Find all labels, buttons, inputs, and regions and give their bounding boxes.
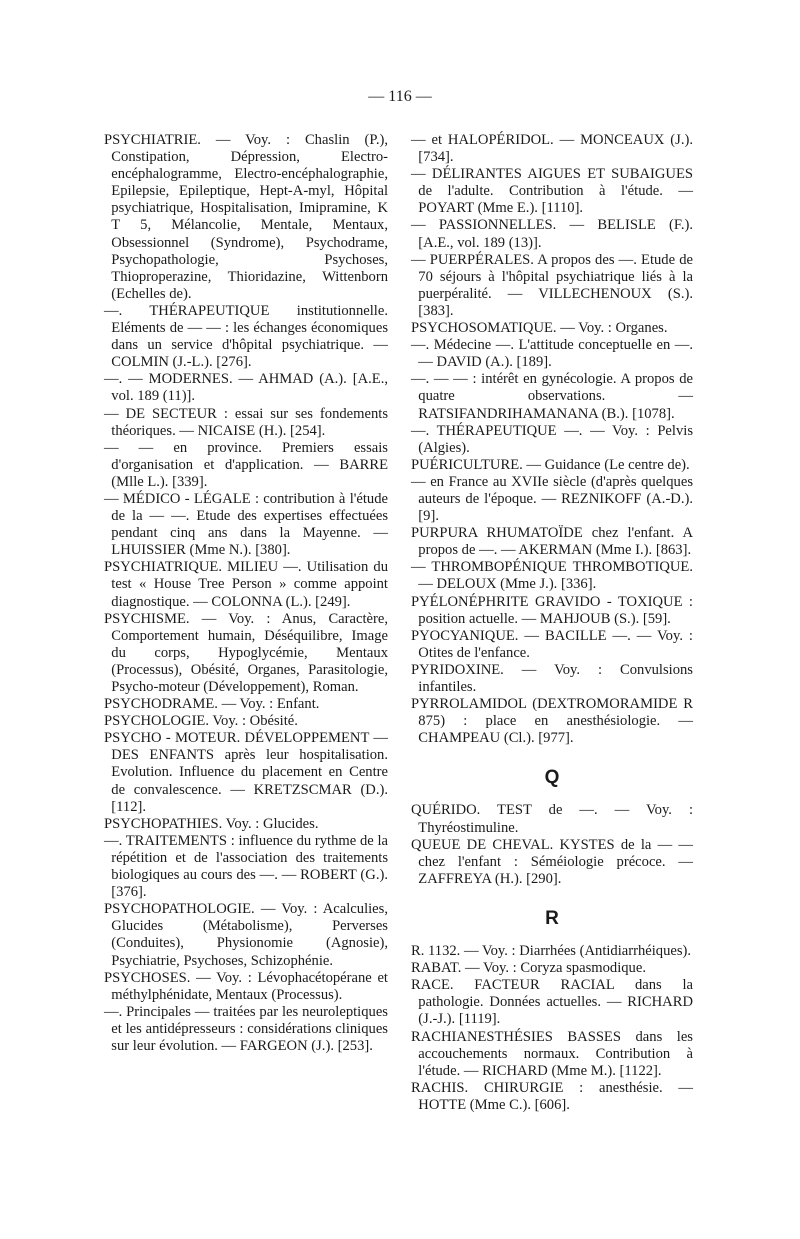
index-entry: PSYCHOSOMATIQUE. — Voy. : Organes.	[411, 320, 668, 337]
index-column-right	[411, 132, 693, 1114]
index-entry: RABAT. — Voy. : Coryza spasmodique.	[411, 960, 646, 977]
index-entry: — DÉLIRANTES AIGUES ET SUBAIGUES de l'adulte. Contribution à l'étude. — POYART (Mme E.). [1110].	[411, 166, 693, 217]
index-entry: PSYCHIATRIE. — Voy. : Chaslin (P.), Constipation, Dépression, Electro-encéphalogramme, Electro-encéphalographie, Epilepsie, Epileptique, Hept-A-myl, Hôpital psychiatrique, Hospitalisation, Imipramine, K T 5, Mélancolie, Mentale, Mentaux, Obsessionnel (Syndrome), Psychodrame, Psychopathologie, Psychoses, Thioproperazine, Thioridazine, Wittenborn (Echelles de).	[104, 132, 388, 302]
index-entry: — THROMBOPÉNIQUE THROMBOTIQUE. — DELOUX (Mme J.). [336].	[411, 559, 693, 593]
index-entry: PSYCHOPATHIES. Voy. : Glucides.	[104, 815, 319, 832]
index-entry: R. 1132. — Voy. : Diarrhées (Antidiarrhéiques).	[411, 943, 692, 960]
index-entry: — et HALOPÉRIDOL. — MONCEAUX (J.). [734].	[411, 132, 693, 166]
index-entry: —. THÉRAPEUTIQUE —. — Voy. : Pelvis (Algies).	[411, 422, 693, 456]
section-letter-q: Q	[544, 767, 560, 789]
index-entry: RACE. FACTEUR RACIAL dans la pathologie. Données actuelles. — RICHARD (J.-J.). [1119].	[411, 977, 693, 1028]
index-entry: PYÉLONÉPHRITE GRAVIDO - TOXIQUE : position actuelle. — MAHJOUB (S.). [59].	[411, 593, 693, 627]
index-entry: —. — MODERNES. — AHMAD (A.). [A.E., vol. 189 (11)].	[104, 371, 388, 405]
index-entry: PSYCHOLOGIE. Voy. : Obésité.	[104, 713, 298, 730]
index-entry: PSYCHO - MOTEUR. DÉVELOPPEMENT — DES ENFANTS après leur hospitalisation. Evolution. Influence du placement en Centre de convalescence. — KRETZSCMAR (D.). [112].	[104, 730, 388, 815]
index-entry: QUÉRIDO. TEST de —. — Voy. : Thyréostimuline.	[411, 802, 693, 836]
index-entry: — en France au XVIIe siècle (d'après quelques auteurs de l'époque. — REZNIKOFF (A.-D.). [9].	[411, 473, 693, 525]
index-entry: — DE SECTEUR : essai sur ses fondements théoriques. — NICAISE (H.). [254].	[104, 405, 388, 439]
index-entry: PSYCHOSES. — Voy. : Lévophacétopérane et méthylphénidate, Mentaux (Processus).	[104, 969, 388, 1003]
index-entry: — — en province. Premiers essais d'organisation et d'application. — BARRE (Mlle L.). [339].	[104, 439, 388, 490]
index-entry: PURPURA RHUMATOÏDE chez l'enfant. A propos de —. — AKERMAN (Mme I.). [863].	[411, 525, 693, 559]
section-letter-r: R	[545, 907, 559, 929]
index-entry: PUÉRICULTURE. — Guidance (Le centre de).	[411, 456, 690, 473]
index-entry: PYOCYANIQUE. — BACILLE —. — Voy. : Otites de l'enfance.	[411, 627, 693, 661]
index-entry: PYRIDOXINE. — Voy. : Convulsions infantiles.	[411, 661, 693, 695]
index-entry: RACHIS. CHIRURGIE : anesthésie. — HOTTE (Mme C.). [606].	[411, 1079, 693, 1113]
index-entry: PSYCHISME. — Voy. : Anus, Caractère, Comportement humain, Déséquilibre, Image du corps, Hypoglycémie, Mentaux (Processus), Obésité, Organes, Parasitologie, Psycho-moteur (Développement), Roman.	[104, 610, 388, 695]
index-entry: — MÉDICO - LÉGALE : contribution à l'étude de la — —. Etude des expertises effectuées pendant cinq ans dans la Mayenne. — LHUISSIER (Mme N.). [380].	[104, 490, 388, 559]
index-entry: RACHIANESTHÉSIES BASSES dans les accouchements normaux. Contribution à l'étude. — RICHARD (Mme M.). [1122].	[411, 1028, 693, 1079]
index-entry: PSYCHODRAME. — Voy. : Enfant.	[104, 696, 320, 713]
index-entry: PSYCHIATRIQUE. MILIEU —. Utilisation du test « House Tree Person » comme appoint diagnostique. — COLONNA (L.). [249].	[104, 559, 388, 610]
index-entry: QUEUE DE CHEVAL. KYSTES de la — — chez l'enfant : Séméiologie précoce. — ZAFFREYA (H.). [290].	[411, 836, 693, 887]
index-entry: —. THÉRAPEUTIQUE institutionnelle. Eléments de — — : les échanges économiques dans un service d'hôpital psychiatrique. — COLMIN (J.-L.). [276].	[104, 302, 388, 371]
index-entry: —. Principales — traitées par les neuroleptiques et les antidépresseurs : considérations cliniques sur leur évolution. — FARGEON (J.). [253].	[104, 1003, 388, 1054]
index-entry: — PASSIONNELLES. — BELISLE (F.). [A.E., vol. 189 (13)].	[411, 217, 693, 251]
index-column-left	[104, 132, 388, 1055]
page-number: — 116 —	[368, 88, 432, 105]
index-entry: —. — — : intérêt en gynécologie. A propos de quatre observations. — RATSIFANDRIHAMANANA (B.). [1078].	[411, 371, 693, 422]
index-entry: PYRROLAMIDOL (DEXTROMORAMIDE R 875) : place en anesthésiologie. — CHAMPEAU (Cl.). [977].	[411, 696, 693, 747]
index-entry: —. TRAITEMENTS : influence du rythme de la répétition et de l'association des traitements biologiques au cours des —. — ROBERT (G.). [376].	[104, 832, 388, 901]
index-entry: PSYCHOPATHOLOGIE. — Voy. : Acalculies, Glucides (Métabolisme), Perverses (Conduites), Physionomie (Agnosie), Psychiatrie, Psychoses, Schizophénie.	[104, 901, 388, 969]
index-entry: — PUERPÉRALES. A propos des —. Etude de 70 séjours à l'hôpital psychiatrique liés à la puerpéralité. — VILLECHENOUX (S.). [383].	[411, 251, 693, 319]
index-entry: —. Médecine —. L'attitude conceptuelle en —. — DAVID (A.). [189].	[411, 337, 693, 371]
